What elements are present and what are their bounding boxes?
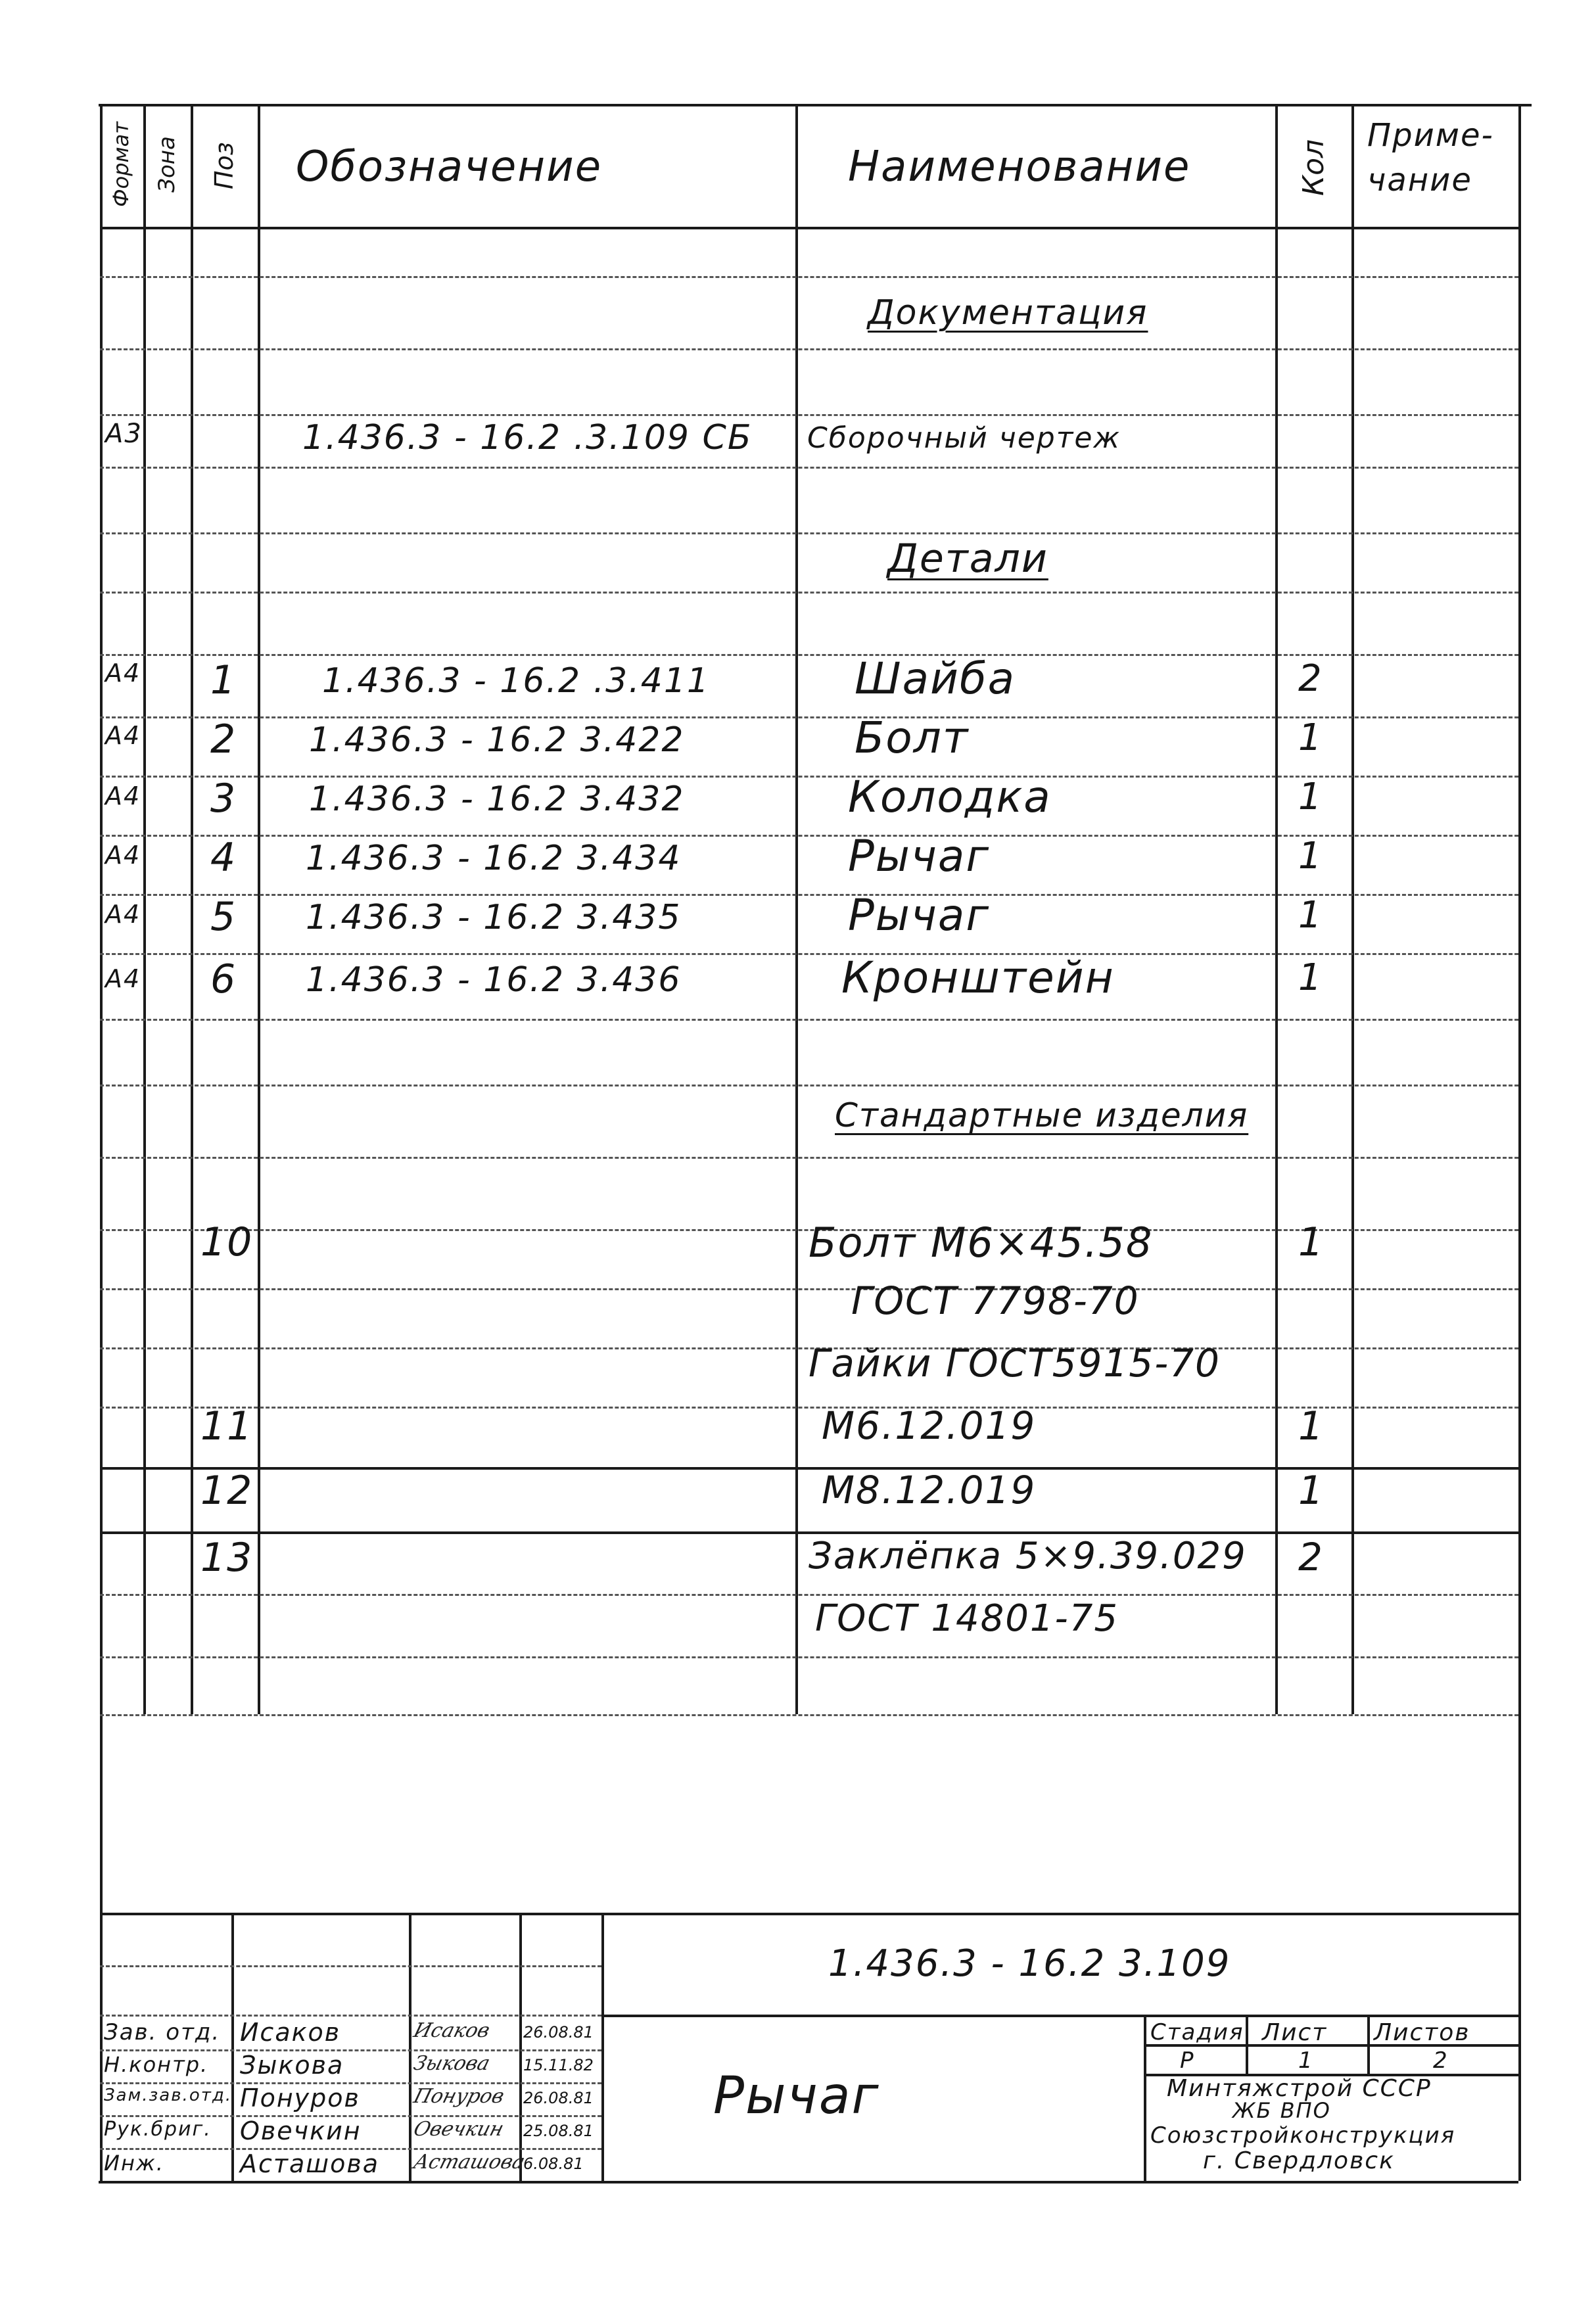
row-line [100, 1594, 1518, 1596]
signature: Зыкова [411, 2052, 493, 2075]
row-line [100, 414, 1518, 416]
header-qty: Кол [1297, 139, 1330, 197]
row-line [100, 467, 1518, 469]
part-pos: 6 [210, 956, 237, 1002]
col-line-designation [795, 104, 798, 1714]
date: 26.08.81 [523, 2089, 594, 2107]
sheet-value: 1 [1298, 2047, 1314, 2074]
header-pos: Поз [210, 141, 239, 190]
std-name: Болт М6×45.58 [809, 1219, 1154, 1267]
signature: Исаков [411, 2019, 492, 2042]
org-line2: ЖБ ВПО [1232, 2098, 1331, 2123]
header-designation: Обозначение [296, 143, 603, 191]
std-pos: 10 [200, 1219, 254, 1265]
std-qty: 2 [1298, 1535, 1324, 1579]
row-line [100, 1019, 1518, 1021]
part-designation: 1.436.3 - 16.2 .3.411 [322, 661, 711, 701]
std-qty: 1 [1298, 1219, 1325, 1265]
section-standard: Стандартные изделия [835, 1096, 1249, 1134]
frame-bottom [99, 2181, 1518, 2183]
part-designation: 1.436.3 - 16.2 3.434 [306, 839, 682, 878]
sheet-label: Лист [1262, 2019, 1328, 2046]
sheets-value: 2 [1433, 2047, 1449, 2074]
part-name: Шайба [855, 653, 1016, 704]
sheets-label: Листов [1374, 2019, 1470, 2046]
header-name: Наименование [848, 143, 1191, 191]
doc-title: Рычаг [713, 2066, 880, 2126]
role: Зам.зав.отд. [104, 2086, 233, 2105]
row-line [100, 953, 1518, 955]
part-designation: 1.436.3 - 16.2 3.422 [309, 720, 685, 760]
part-qty: 1 [1298, 894, 1323, 937]
row-line [100, 1288, 1518, 1290]
part-qty: 1 [1298, 776, 1323, 818]
std-name: Заклёпка 5×9.39.029 [809, 1535, 1247, 1577]
tb-row-line [100, 1965, 601, 1967]
row-line [100, 1656, 1518, 1658]
person-name: Асташова [240, 2149, 380, 2178]
signature: Понуров [411, 2085, 507, 2108]
std-pos: 12 [200, 1468, 254, 1514]
header-zone: Зона [154, 136, 180, 193]
part-format: А4 [105, 841, 141, 870]
std-name: М6.12.019 [822, 1403, 1037, 1448]
header-note-line1: Приме- [1367, 117, 1494, 154]
part-designation: 1.436.3 - 16.2 3.436 [306, 960, 682, 1000]
frame-right [1518, 104, 1521, 2181]
header-format: Формат [108, 122, 133, 207]
assembly-format: А3 [105, 419, 143, 449]
part-pos: 1 [210, 657, 237, 703]
signature: Асташова [411, 2151, 528, 2174]
assembly-designation: 1.436.3 - 16.2 .3.109 СБ [302, 418, 753, 457]
col-line-qty [1351, 104, 1354, 1714]
part-designation: 1.436.3 - 16.2 3.435 [306, 898, 682, 937]
col-line-pos [258, 104, 260, 1714]
org-line4: г. Свердловск [1203, 2147, 1395, 2174]
std-name: Гайки ГОСТ5915-70 [809, 1341, 1221, 1386]
std-name: М8.12.019 [822, 1468, 1037, 1512]
person-name: Овечкин [240, 2116, 362, 2145]
stage-value: Р [1180, 2047, 1195, 2074]
role: Инж. [104, 2151, 164, 2176]
part-pos: 5 [210, 894, 237, 940]
role: Зав. отд. [104, 2019, 221, 2045]
role: Н.контр. [104, 2052, 209, 2077]
part-qty: 2 [1298, 657, 1323, 700]
part-pos: 4 [210, 835, 237, 881]
row-line [100, 532, 1518, 534]
tb-col-line [231, 1913, 234, 2181]
tb-col-line [519, 1913, 522, 2181]
role: Рук.бриг. [104, 2118, 212, 2141]
frame-top [99, 104, 1532, 106]
std-name: ГОСТ 7798-70 [851, 1278, 1140, 1323]
person-name: Исаков [240, 2018, 341, 2047]
titleblock-top [100, 1913, 1518, 1915]
part-pos: 2 [210, 716, 237, 762]
part-name: Рычаг [848, 831, 991, 881]
part-qty: 1 [1298, 956, 1323, 999]
row-line [100, 654, 1518, 656]
row-line-solid [100, 1531, 1518, 1534]
assembly-name: Сборочный чертеж [807, 421, 1121, 455]
org-line1: Минтяжстрой СССР [1167, 2075, 1432, 2102]
std-qty: 1 [1298, 1468, 1325, 1514]
std-pos: 13 [200, 1535, 254, 1581]
part-name: Колодка [848, 772, 1052, 822]
titleblock-divider [601, 2015, 1518, 2017]
signature: Овечкин [411, 2118, 507, 2141]
std-name: ГОСТ 14801-75 [815, 1597, 1119, 1640]
part-format: А4 [105, 782, 141, 810]
std-pos: 11 [200, 1403, 254, 1449]
tb-row-line [100, 2049, 601, 2051]
org-line3: Союзстройконструкция [1150, 2122, 1456, 2149]
date: 15.11.82 [523, 2056, 594, 2074]
part-format: А4 [105, 964, 141, 993]
row-line [100, 1085, 1518, 1086]
part-name: Болт [855, 712, 970, 763]
part-format: А4 [105, 721, 141, 750]
header-bottom-line [100, 227, 1518, 229]
row-line [100, 592, 1518, 594]
part-designation: 1.436.3 - 16.2 3.432 [309, 780, 685, 819]
person-name: Понуров [240, 2084, 360, 2113]
row-line [100, 1714, 1518, 1716]
section-parts: Детали [887, 536, 1048, 582]
doc-number: 1.436.3 - 16.2 3.109 [828, 1942, 1231, 1985]
date: 25.08.81 [523, 2122, 594, 2140]
date: 26.08.81 [523, 2023, 594, 2042]
part-name: Кронштейн [841, 952, 1115, 1003]
row-line [100, 1157, 1518, 1159]
tb-col-line [601, 1913, 604, 2181]
col-line-zone [191, 104, 193, 1714]
tb-col-line [1144, 2015, 1146, 2181]
header-note-line2: чание [1367, 162, 1472, 198]
date: 6.08.81 [523, 2155, 584, 2173]
part-format: А4 [105, 659, 141, 688]
tb-row-line [100, 2015, 601, 2017]
part-name: Рычаг [848, 890, 991, 941]
part-format: А4 [105, 900, 141, 929]
part-pos: 3 [210, 776, 237, 822]
std-qty: 1 [1298, 1403, 1325, 1449]
row-line [100, 348, 1518, 350]
part-qty: 1 [1298, 835, 1323, 877]
row-line [100, 276, 1518, 278]
col-line-name [1275, 104, 1278, 1714]
stage-label: Стадия [1150, 2019, 1244, 2045]
part-qty: 1 [1298, 716, 1323, 759]
section-documentation: Документация [868, 293, 1148, 333]
col-line-format [143, 104, 146, 1714]
person-name: Зыкова [240, 2051, 344, 2080]
